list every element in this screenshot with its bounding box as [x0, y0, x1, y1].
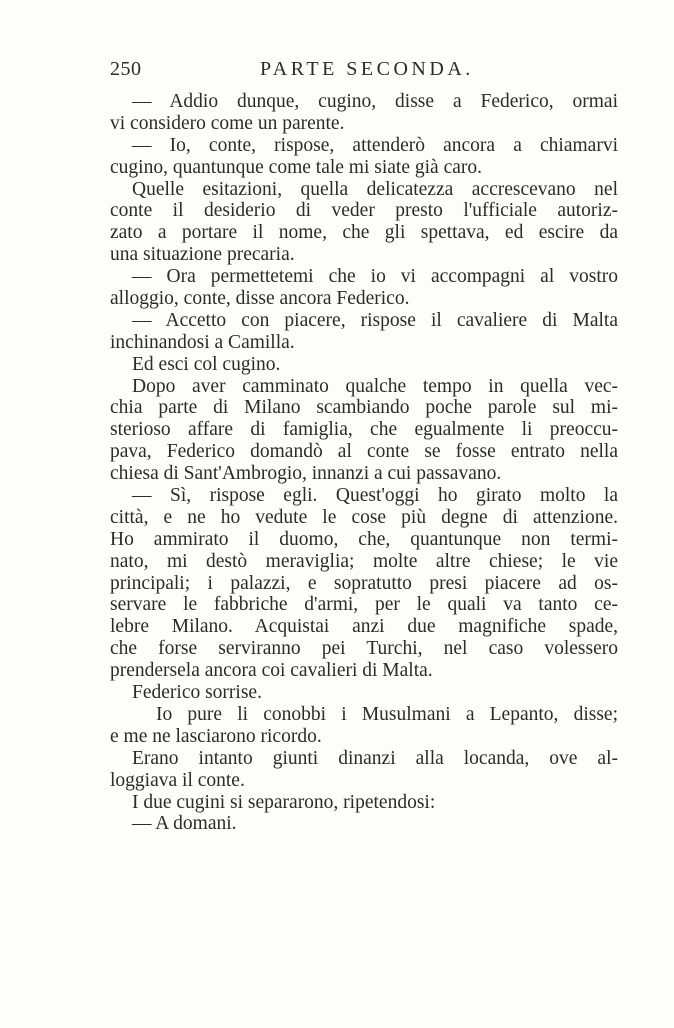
- text-line: inchinandosi a Camilla.: [110, 331, 295, 353]
- text-line: I due cugini si separarono, ripetendosi:: [132, 791, 436, 813]
- page-header: [110, 58, 620, 88]
- text-line: Dopo aver camminato qualche tempo in quella vec-: [132, 375, 618, 397]
- text-line: servare le fabbriche d'armi, per le quali va tanto ce-: [110, 594, 618, 616]
- text-line: vi considero come un parente.: [110, 112, 345, 134]
- text-line: alloggio, conte, disse ancora Federico.: [110, 288, 410, 310]
- text-line: Erano intanto giunti dinanzi alla locanda, ove al-: [132, 747, 618, 769]
- text-line: — A domani.: [132, 813, 237, 835]
- text-line: conte il desiderio di veder presto l'ufficiale autoriz-: [110, 200, 618, 222]
- text-line: cugino, quantunque come tale mi siate già caro.: [110, 156, 482, 178]
- text-line: lebre Milano. Acquistai anzi due magnifiche spade,: [110, 616, 618, 638]
- text-line: e me ne lasciarono ricordo.: [110, 725, 322, 747]
- text-line: pava, Federico domandò al conte se fosse entrato nella: [110, 441, 618, 463]
- running-head: PARTE SECONDA.: [260, 58, 474, 80]
- text-line: nato, mi destò meraviglia; molte altre chiese; le vie: [110, 550, 618, 572]
- page-number: 250: [110, 58, 142, 80]
- text-line: — Addio dunque, cugino, disse a Federico, ormai: [132, 91, 618, 112]
- text-line: Ed esci col cugino.: [132, 353, 281, 375]
- text-line: prendersela ancora coi cavalieri di Malta.: [110, 660, 433, 682]
- text-line: Quelle esitazioni, quella delicatezza accrescevano nel: [132, 178, 618, 200]
- text-line: principali; i palazzi, e sopratutto presi piacere ad os-: [110, 572, 618, 594]
- text-line: — Ora permettetemi che io vi accompagni al vostro: [132, 266, 618, 288]
- text-line: — Sì, rispose egli. Quest'oggi ho girato molto la: [132, 485, 618, 507]
- text-line: città, e ne ho vedute le cose più degne di attenzione.: [110, 506, 618, 528]
- text-line: una situazione precaria.: [110, 244, 295, 266]
- body-text: [110, 91, 618, 835]
- text-line: chia parte di Milano scambiando poche parole sul mi-: [110, 397, 618, 419]
- text-line: chiesa di Sant'Ambrogio, innanzi a cui passavano.: [110, 463, 502, 485]
- text-line: — Accetto con piacere, rispose il cavaliere di Malta: [132, 309, 618, 331]
- text-line: loggiava il conte.: [110, 769, 245, 791]
- text-line: Federico sorrise.: [132, 682, 262, 704]
- text-line: che forse serviranno pei Turchi, nel caso volessero: [110, 638, 618, 660]
- text-line: Ho ammirato il duomo, che, quantunque non termi-: [110, 528, 618, 550]
- text-line: zato a portare il nome, che gli spettava, ed escire da: [110, 222, 618, 244]
- text-line: Io pure li conobbi i Musulmani a Lepanto, disse;: [156, 703, 618, 725]
- text-line: sterioso affare di famiglia, che egualmente li preoccu-: [110, 419, 618, 441]
- text-line: — Io, conte, rispose, attenderò ancora a chiamarvi: [132, 134, 618, 156]
